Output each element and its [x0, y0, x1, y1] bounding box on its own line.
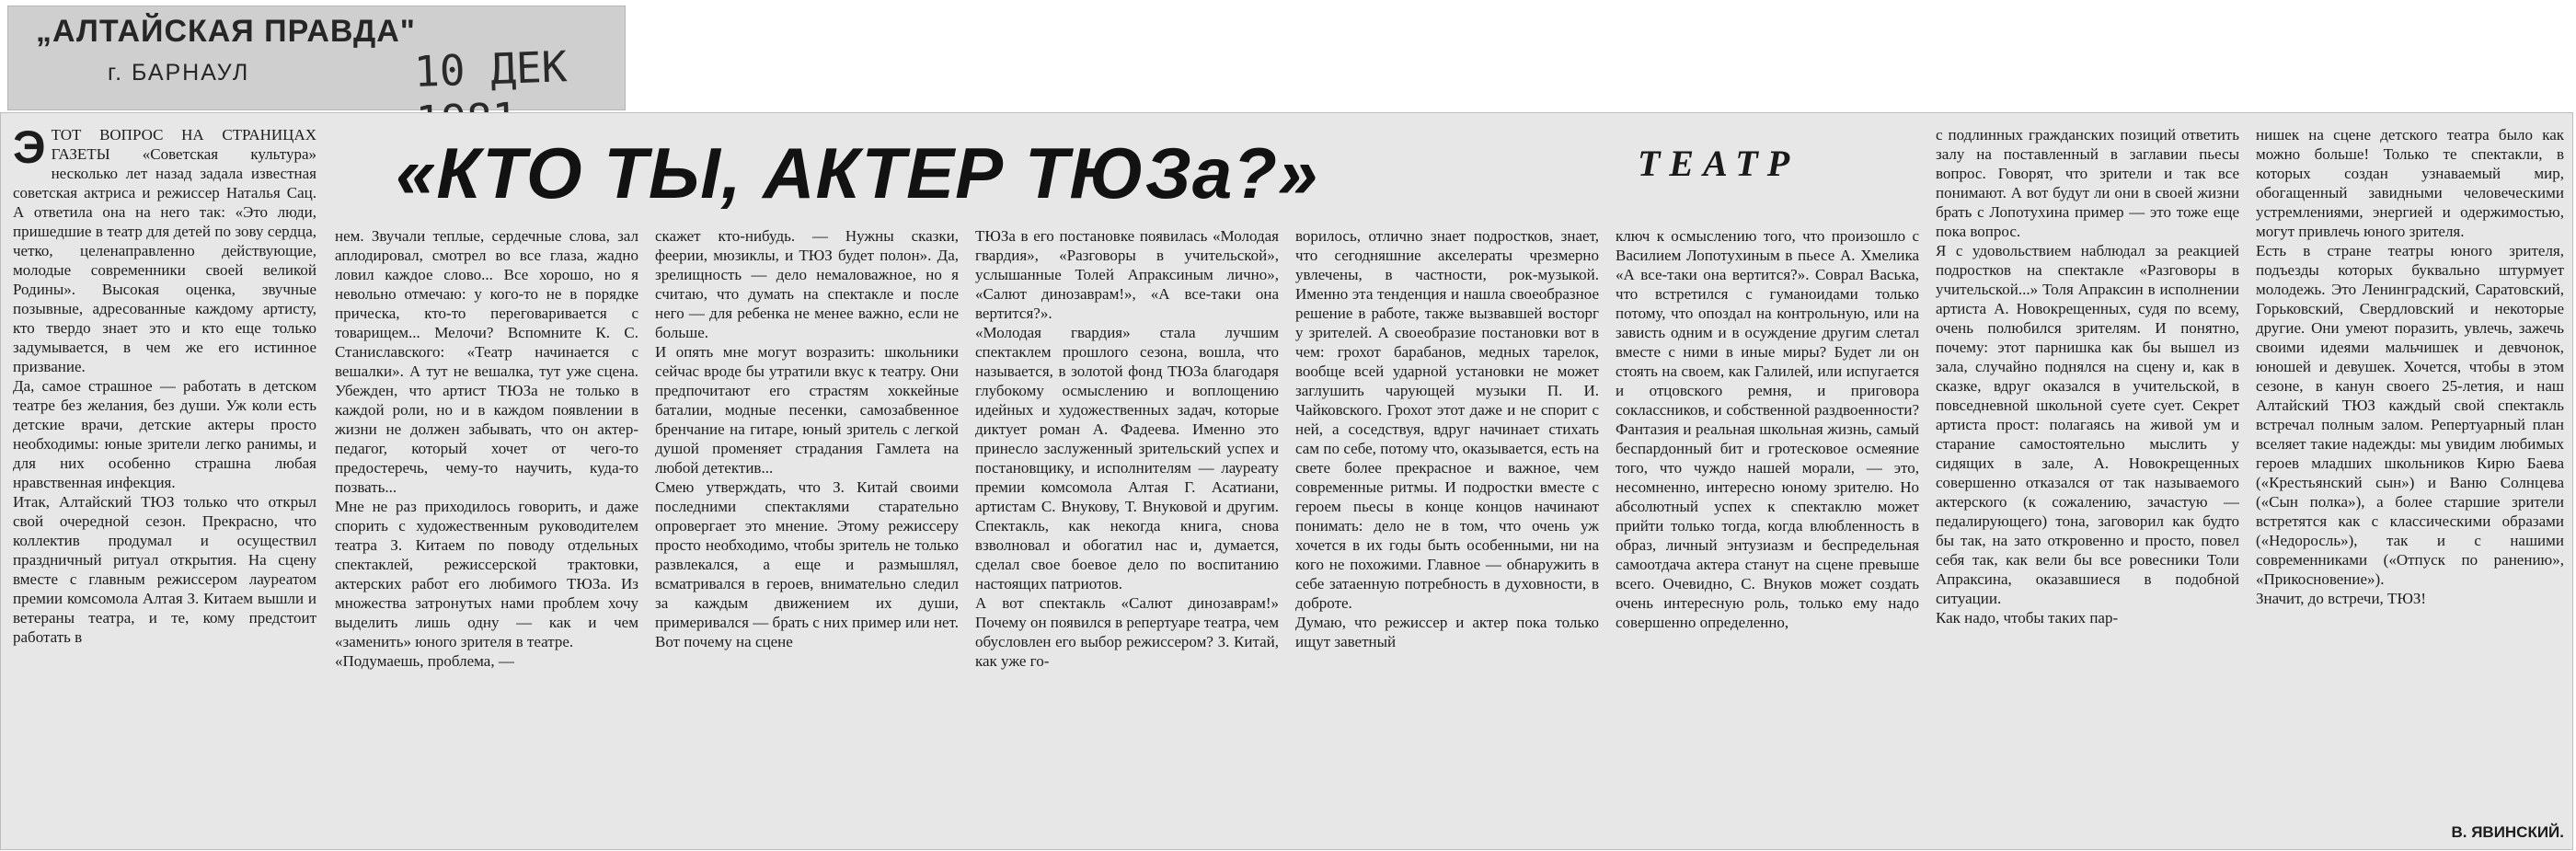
article-column-5: ворилось, отлично знает подростков, знает, что сегодняшние акселераты чрезмерно увлечены, в частности, рок-музыкой. Именно эта тенденция и нашла своеобразное решение в работе, также вызвавшей восторг у зрителей. А своеобразие постановки вот в чем: грохот барабанов, медных тарелок, вообще всей ударной установки не может заглушить чарующей музыки П. И. Чайковского. Грохот этот даже и не спорит с ней, а соседствуя, вдруг начинает стихать сам по себе, потому что, оказывается, есть на свете более прекрасное и важное, чем современные ритмы. И подростки вместе с героем пьесы в конце концов начинают понимать: дело не в том, что очень уж хочется в их годы быть особенными, ни на кого не похожими. Главное — обнаружить в себе затаенную потребность в духовности, в доброте. Думаю, что режиссер и актер пока только ищут заветный: [1295, 227, 1599, 650]
article-column-4: ТЮЗа в его постановке появилась «Молодая гвардия», «Разговоры в учительской», услышанные Толей Апраксиным лично», «Салют динозаврам!», «А все-таки она вертится?». «Молодая гвардия» стала лучшим спектаклем прошлого сезона, вошла, что называется, в золотой фонд ТЮЗа благодаря глубокому осмыслению и воплощению идейных и художественных задач, которые диктует роман А. Фадеева. Именно это принесло заслуженный зрительский успех и постановщику, и исполнителям — лауреату премии комсомола Алтая Г. Асатиани, артистам С. Внукову, Т. Внуковой и другим. Спектакль, как некогда книга, снова взволновал и обогатил нас и, думается, сделал свое боевое дело по воспитанию настоящих патриотов. А вот спектакль «Салют динозаврам!» Почему он появился в репертуаре театра, чем обусловлен его выбор режиссером? З. Китай, как уже го-: [975, 227, 1279, 670]
date-stamp: 10 ДЕК: [413, 41, 569, 97]
drop-cap: Э: [13, 125, 46, 173]
article-column-2: нем. Звучали теплые, сердечные слова, зал аплодировал, смотрел во все глаза, жадно ловил каждое слово... Все хорошо, но я невольно отмечаю: у кого-то не в порядке прическа, кто-то переговаривается с товарищем... Мелочи? Вспомните К. С. Станиславского: «Театр начинается с вешалки». А тут не вешалка, тут уже сцена. Убежден, что артист ТЮЗа не только в каждой роли, но и в каждом появлении в жизни не должен забывать, что он актер-педагог, который хочет от чего-то предостеречь, чему-то научить, куда-то позвать... Мне не раз приходилось говорить, и даже спорить с художественным руководителем театра З. Китаем по поводу отдельных спектаклей, режиссерской трактовки, актерских работ его любимого ТЮЗа. Из множества затронутых нами проблем хочу выделить лишь одну — как и чем «заменить» юного зрителя в театре. «Подумаешь, проблема, —: [335, 227, 638, 670]
article-column-7: с подлинных гражданских позиций ответить залу на поставленный в заглавии пьесы вопрос. Говорят, что зрители и так все понимают. А вот будут ли они в своей жизни брать с Лопотухина пример — это тоже еще пока вопрос. Я с удовольствием наблюдал за реакцией подростков на спектакле «Разговоры в учительской...» Толя Апраксин в исполнении артиста А. Новокрещенных, судя по всему, очень полюбился зрителям. И понятно, почему: этот парнишка как бы вышел из зала, случайно поднялся на сцену и, как в сказке, вдруг оказался в учительской, в повседневной школьной суете сует. Секрет артиста прост: полагаясь на живой ум и старание самостоятельно мыслить у сидящих в зале, А. Новокрещенных совершенно отказался от так называемого актерского (к сожалению, зачастую — педалирующего) тона, заговорил как будто бы так, на зато откровенно и просто, повел себя так, как вели бы все ровесники Толи Апраксина, оказавшиеся в подобной ситуации. Как надо, чтобы таких пар-: [1936, 126, 2239, 627]
column-1-text: ТОТ ВОПРОС НА СТРАНИЦАХ ГАЗЕТЫ «Советская культура» несколько лет назад задала известная советская актриса и режиссер Наталья Сац. А ответила она на него так: «Это люди, пришедшие в театр для детей по зову сердца, четко, целенаправленно действующие, молодые современники своей великой Родины». Высокая оценка, звучные позывные, адресованные каждому артисту, кто твердо знает это и кто еще только задумывается, в чем же его истинное призвание. Да, самое страшное — работать в детском театре без желания, без души. Уж коли есть детские врачи, детские актеры просто необходимы: юные зрители легко ранимы, и для них особенно страшна любая нравственная инфекция. Итак, Алтайский ТЮЗ только что открыл свой очередной сезон. Прекрасно, что коллектив продумал и осуществил праздничный ритуал открытия. На сцену вместе с главным режиссером лауреатом премии комсомола Алтая З. Китаем вышли и ветераны театра, и те, кому предстоит работать в: [13, 126, 316, 646]
article-column-8: нишек на сцене детского театра было как можно больше! Только те спектакли, в которых создан узнаваемый мир, обогащенный завидными человеческими устремлениями, энергией и одержимостью, могут привлечь юного зрителя. Есть в стране театры юного зрителя, подъезды которых буквально штурмует молодежь. Это Ленинградский, Саратовский, Горьковский, Свердловский и некоторые другие. Они умеют поразить, увлечь, зажечь своими идеями мальчишек и девчонок, юношей и девушек. Хочется, чтобы в этом сезоне, в канун своего 25-летия, и наш Алтайский ТЮЗ каждый свой спектакль встречал полным залом. Репертуарный план вселяет такие надежды: мы увидим любимых героев младших школьников Кирю Баева («Крестьянский сын») и Ваню Солнцева («Сын полка»), а более старшие зрители встретятся как с классическими образами («Недоросль»), так и с нашими современниками («Отпуск по ранению», «Прикосновение»). Значит, до встречи, ТЮЗ!: [2256, 126, 2564, 607]
newspaper-city: г. БАРНАУЛ: [108, 60, 250, 86]
article-column-6: ключ к осмыслению того, что произошло с Василием Лопотухиным в пьесе А. Хмелика «А все-таки она вертится?». Соврал Васька, что встретился с гуманоидами только потому, что опоздал на контрольную, или на зависть одним и в осуждение другим слетал вместе с ними в иные миры? Будет ли он стоять на своем, как Галилей, или испугается и отцовского ремня, и приговора соклассников, и собственной раздвоенности? Фантазия и реальная школьная жизнь, самый беспардонный бит и гротесковое осмеяние того, что чуждо нашей морали, — это, несомненно, интересно юному зрителю. Но абсолютный успех к спектаклю может прийти только тогда, когда влюбленность в образ, личный энтузиазм и беспредельная самоотдача актера станут на сцене превыше всего. Очевидно, С. Внуков может создать очень интересную роль, только ему надо совершенно определенно,: [1616, 227, 1919, 631]
author-signature: В. ЯВИНСКИЙ.: [2451, 823, 2564, 841]
article-headline: «КТО ТЫ, АКТЕР ТЮЗа?»: [396, 132, 1319, 213]
article-column-1: [13, 125, 316, 824]
newspaper-name: „АЛТАЙСКАЯ ПРАВДА": [36, 14, 416, 49]
article-rubric: ТЕАТР: [1638, 143, 1800, 184]
article-column-3: скажет кто-нибудь. — Нужны сказки, феерии, мюзиклы, и ТЮЗ будет полон». Да, зрелищность — дело немаловажное, но я считаю, что думать на спектакле и после него — для ребенка не менее важно, если не больше. И опять мне могут возразить: школьники сейчас вроде бы утратили вкус к театру. Они предпочитают его страстям хоккейные баталии, модные песенки, самозабвенное бренчание на гитаре, юный зритель с легкой душой променяет страдания Гамлета на любой детектив... Смею утверждать, что З. Китай своими последними спектаклями старательно опровергает это мнение. Этому режиссеру просто необходимо, чтобы зритель не только развлекался, а еще и размышлял, всматривался в героев, внимательно следил за каждым движением их души, примеривался — брать с них пример или нет. Вот почему на сцене: [655, 227, 959, 650]
newspaper-stamp: [7, 6, 626, 110]
